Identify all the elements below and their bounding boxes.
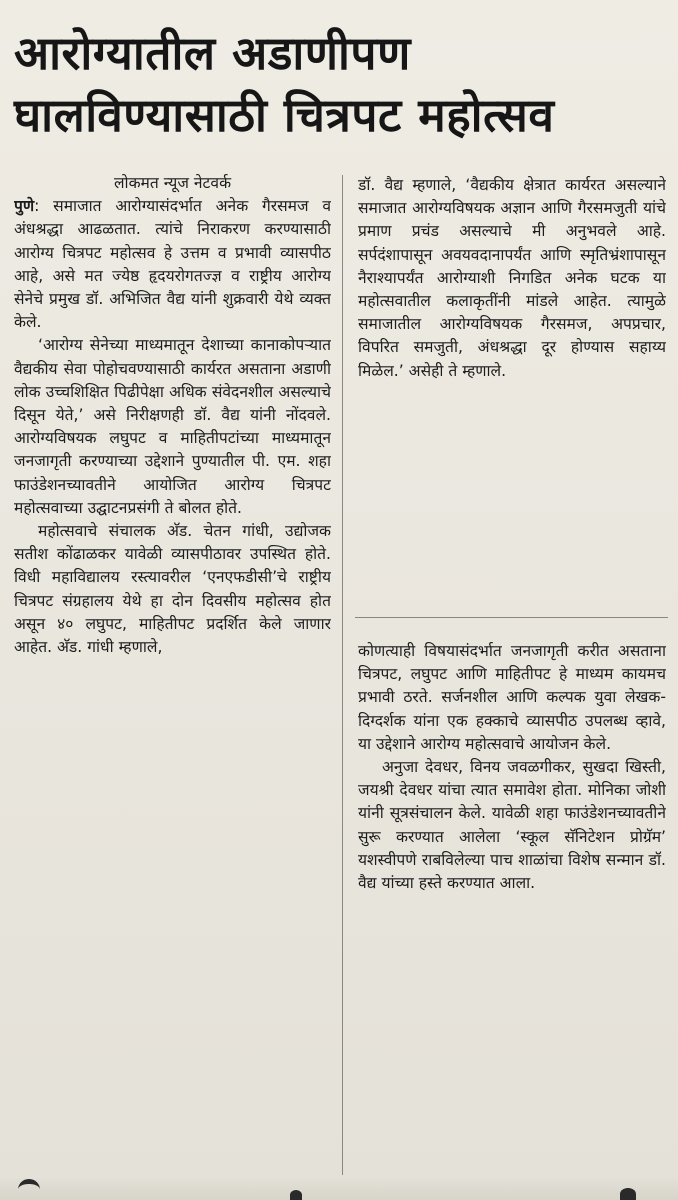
paragraph-quote: ‘आरोग्य सेनेच्या माध्यमातून देशाच्या कानाकोपऱ्यात वैद्यकीय सेवा पोहोचवण्यासाठी कार्यरत असताना अडाणी लोक उच्चशिक्षित पिढीपेक्षा अधिक संवेदनशील असल्याचे दिसून येते,’ असे निरीक्षणही डॉ. वैद्य यांनी नोंदवले. आरोग्यविषयक लघुपट व माहितीपटांच्या माध्यमातून जनजागृती करण्याच्या उद्देशाने पुण्यातील पी. एम. शहा फाउंडेशनच्यावतीने आयोजित आरोग्य चित्रपट महोत्सवाच्या उद्घाटनप्रसंगी ते बोलत होते.: [14, 336, 331, 517]
left-column: [14, 172, 331, 1172]
paragraph-awareness: कोणत्याही विषयासंदर्भात जनजागृती करीत असताना चित्रपट, लघुपट आणि माहितीपट हे माध्यम कायमच प्रभावी ठरते. सर्जनशील आणि कल्पक युवा लेखक-दिग्दर्शक यांना एक हक्काचे व्यासपीठ उपलब्ध व्हावे, या उद्देशाने आरोग्य महोत्सवाचे आयोजन केले.: [358, 642, 666, 753]
paragraph-guests: महोत्सवाचे संचालक अ‍ॅड. चेतन गांधी, उद्योजक सतीश कोंढाळकर यावेळी व्यासपीठावर उपस्थित होते. विधी महाविद्यालय रस्त्यावरील ‘एनएफडीसी’चे राष्ट्रीय चित्रपट संग्रहालय येथे हा दोन दिवसीय महोत्सव होत असून ४० लघुपट, माहितीपट प्रदर्शित केले जाणार आहेत. अ‍ॅड. गांधी म्हणाले,: [14, 522, 331, 657]
headline-line-2: घालविण्यासाठी चित्रपट महोत्सव: [14, 88, 555, 142]
right-column-top: [358, 174, 666, 604]
paragraph-participants: अनुजा देवधर, विनय जवळगीकर, सुखदा खिस्ती, जयश्री देवधर यांचा त्यात समावेश होता. मोनिका जोशी यांनी सूत्रसंचालन केले. यावेळी शहा फाउंडेशनच्यावतीने सुरू करण्यात आलेला ‘स्कूल सॅनिटेशन प्रोग्रॅम’ यशस्वीपणे राबविलेल्या पाच शाळांचा विशेष सन्मान डॉ. वैद्य यांच्या हस्ते करण्यात आला.: [358, 758, 666, 893]
headline: [14, 22, 670, 146]
partial-glyph: [290, 1190, 302, 1200]
paragraph-doctor-quote: डॉ. वैद्य म्हणाले, ‘वैद्यकीय क्षेत्रात कार्यरत असल्याने समाजात आरोग्यविषयक अज्ञान आणि गैरसमजुती यांचे प्रमाण प्रचंड असल्याचे मी अनुभवले आहे. सर्पदंशापासून अवयवदानापर्यंत आणि स्मृतिभ्रंशापासून नैराश्यापर्यंत आरोग्याशी निगडित अनेक घटक या महोत्सवातील कलाकृतींनी मांडले आहेत. त्यामुळे समाजातील आरोग्यविषयक गैरसमज, अपप्रचार, विपरित समजुती, अंधश्रद्धा दूर होण्यास सहाय्य मिळेल.’ असेही ते म्हणाले.: [358, 176, 666, 380]
section-divider: [355, 617, 668, 618]
next-article-edge: [0, 1178, 678, 1200]
headline-line-1: आरोग्यातील अडाणीपण: [14, 26, 411, 80]
partial-glyph: [18, 1179, 40, 1200]
partial-glyph: [620, 1188, 636, 1200]
paragraph-intro-text: : समाजात आरोग्यासंदर्भात अनेक गैरसमज व अंधश्रद्धा आढळतात. त्यांचे निराकरण करण्यासाठी आरोग्य चित्रपट महोत्सव हे उत्तम व प्रभावी व्यासपीठ आहे, असे मत ज्येष्ठ हृदयरोगतज्ज्ञ व राष्ट्रीय आरोग्य सेनेचे प्रमुख डॉ. अभिजित वैद्य यांनी शुक्रवारी येथे व्यक्त केले.: [14, 197, 331, 332]
paragraph-intro: [14, 195, 331, 334]
byline: लोकमत न्यूज नेटवर्क: [113, 174, 232, 192]
column-divider: [342, 175, 343, 1175]
right-column-bottom: [358, 640, 666, 1160]
dateline: पुणे: [14, 197, 35, 216]
